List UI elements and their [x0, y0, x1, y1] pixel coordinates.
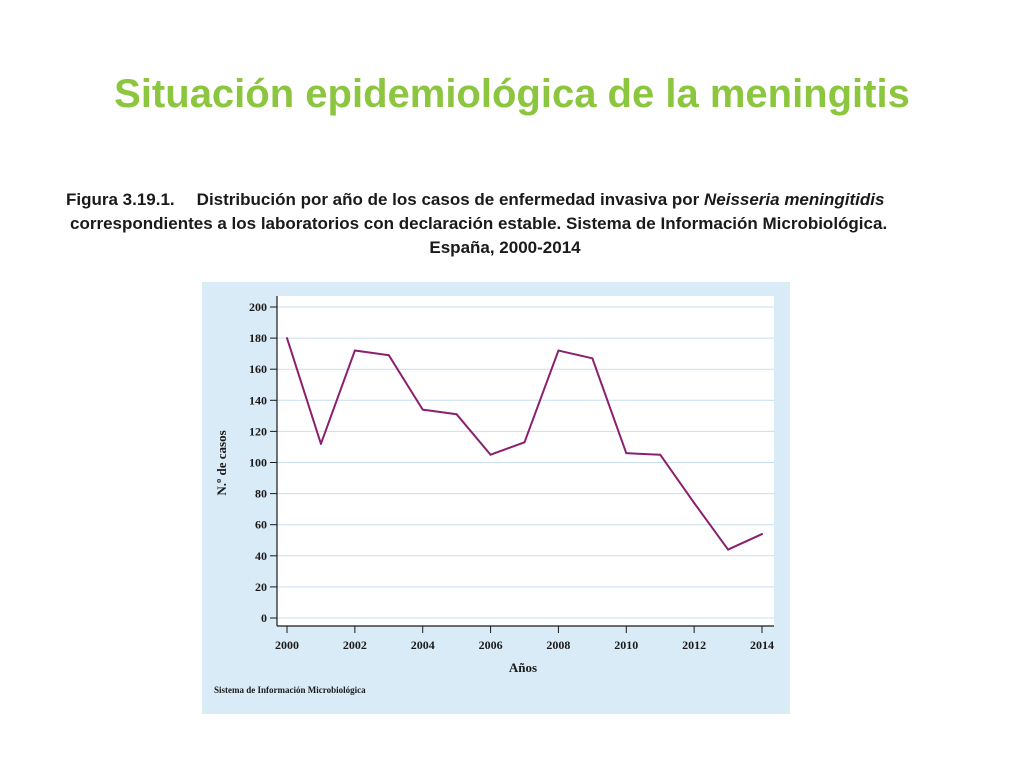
caption-line-3: España, 2000-2014 — [429, 238, 581, 257]
x-tick-label: 2010 — [614, 638, 639, 652]
x-tick-label: 2008 — [546, 638, 571, 652]
x-tick-label: 2004 — [410, 638, 435, 652]
y-tick-label: 160 — [249, 362, 267, 377]
y-tick-label: 40 — [255, 548, 267, 563]
y-tick-label: 60 — [255, 517, 267, 532]
data-point — [761, 533, 763, 535]
data-point — [693, 502, 695, 504]
x-axis-label: Años — [508, 660, 538, 675]
data-point — [354, 350, 356, 352]
y-tick-label: 20 — [255, 579, 267, 594]
x-tick-label: 2012 — [682, 638, 707, 652]
data-point — [286, 337, 288, 339]
source-note: Sistema de Información Microbiológica — [214, 685, 366, 695]
data-point — [591, 357, 593, 359]
x-tick-label: 2014 — [750, 638, 774, 652]
data-point — [659, 454, 661, 456]
y-tick-label: 180 — [249, 331, 267, 346]
caption-line-1-text: Distribución por año de los casos de enfermedad invasiva por — [196, 190, 704, 209]
y-tick-label: 200 — [249, 300, 267, 314]
data-point — [727, 549, 729, 551]
y-axis-label: N.º de casos — [214, 430, 229, 496]
data-point — [456, 413, 458, 415]
data-point — [388, 354, 390, 356]
data-point — [422, 409, 424, 411]
x-tick-label: 2000 — [275, 638, 299, 652]
caption-line-2: correspondientes a los laboratorios con declaración estable. Sistema de Información Microbiológica. — [70, 214, 888, 233]
data-point — [557, 350, 559, 352]
x-tick-label: 2006 — [478, 638, 503, 652]
y-tick-label: 0 — [261, 611, 267, 625]
data-point — [625, 452, 627, 454]
caption-line-1-italic: Neisseria meningitidis — [703, 190, 885, 209]
y-tick-label: 100 — [249, 455, 267, 470]
x-tick-label: 2002 — [342, 638, 367, 652]
y-tick-label: 140 — [249, 393, 267, 408]
y-tick-label: 120 — [249, 424, 267, 439]
y-tick-label: 80 — [255, 486, 267, 501]
plot-area — [277, 296, 774, 626]
slide-title: Situación epidemiológica de la meningitis — [114, 72, 910, 116]
data-point — [320, 443, 322, 445]
data-point — [524, 441, 526, 443]
caption-label: Figura 3.19.1. — [66, 190, 175, 209]
data-point — [490, 454, 492, 456]
